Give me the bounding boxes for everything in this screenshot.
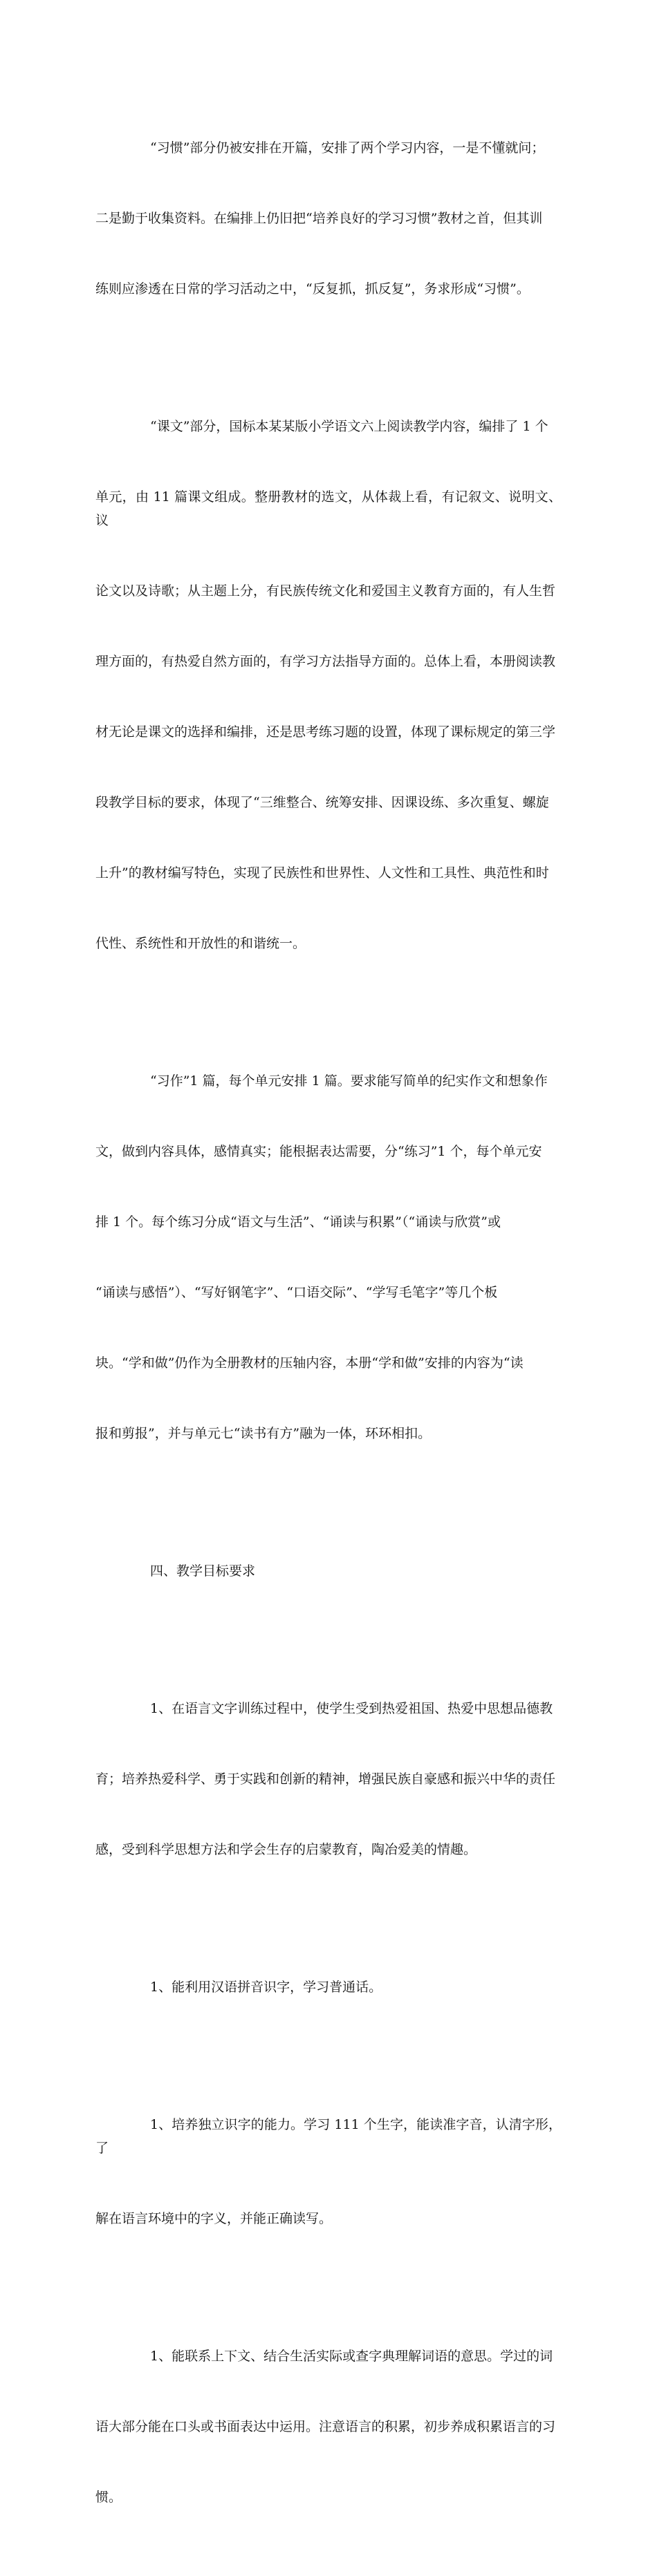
text-line: 1、在语言文字训练过程中，使学生受到热爱祖国、热爱中思想品德教 bbox=[150, 1701, 553, 1716]
text-line: “课文”部分，国标本某某版小学语文六上阅读教学内容，编排了 1 个 bbox=[150, 419, 548, 434]
text-line: 报和剪报”，并与单元七“读书有方”融为一体，环环相扣。 bbox=[95, 1426, 432, 1441]
text-line: 单元，由 11 篇课文组成。整册教材的选文，从体裁上看，有记叙文、说明文、议 bbox=[95, 489, 562, 528]
text-line: 论文以及诗歌；从主题上分，有民族传统文化和爱国主义教育方面的，有人生哲 bbox=[95, 583, 556, 599]
text-line: 排 1 个。每个练习分成“语文与生活”、“诵读与积累”（“诵读与欣赏”或 bbox=[95, 1214, 501, 1230]
text-line: 文，做到内容具体，感情真实；能根据表达需要，分“练习”1 个，每个单元安 bbox=[95, 1144, 542, 1159]
text-line: 解在语言环境中的字义，并能正确读写。 bbox=[95, 2211, 333, 2226]
paragraph-composition bbox=[95, 1022, 562, 1492]
text-line: 语大部分能在口头或书面表达中运用。注意语言的积累，初步养成积累语言的习 bbox=[95, 2419, 556, 2434]
text-line: “习作”1 篇，每个单元安排 1 篇。要求能写简单的纪实作文和想象作 bbox=[150, 1073, 548, 1089]
paragraph-goal-2 bbox=[95, 1928, 562, 2046]
text-line: 块。“学和做”仍作为全册教材的压轴内容，本册“学和做”安排的内容为“读 bbox=[95, 1355, 524, 1371]
text-line: 育；培养热爱科学、勇于实践和创新的精神，增强民族自豪感和振兴中华的责任 bbox=[95, 1771, 556, 1787]
text-line: 1、能利用汉语拼音识字，学习普通话。 bbox=[150, 1980, 382, 1995]
document-body bbox=[95, 89, 562, 2576]
text-line: 材无论是课文的选择和编排，还是思考练习题的设置，体现了课标规定的第三学 bbox=[95, 724, 556, 740]
text-line: 上升”的教材编写特色，实现了民族性和世界性、人文性和工具性、典范性和时 bbox=[95, 865, 549, 881]
paragraph-goal-4 bbox=[95, 2297, 562, 2556]
text-line: 感，受到科学思想方法和学会生存的启蒙教育，陶冶爱美的情趣。 bbox=[95, 1842, 477, 1857]
paragraph-goal-3 bbox=[95, 2066, 562, 2277]
text-line: “诵读与感悟”）、“写好钢笔字”、“口语交际”、“学写毛笔字”等几个板 bbox=[95, 1285, 498, 1300]
text-line: 1、能联系上下文、结合生活实际或查字典理解词语的意思。学过的词 bbox=[150, 2349, 553, 2364]
text-line: 理方面的，有热爱自然方面的，有学习方法指导方面的。总体上看，本册阅读教 bbox=[95, 654, 556, 669]
text-line: 惯。 bbox=[95, 2490, 122, 2505]
section-heading bbox=[95, 1512, 562, 1630]
text-line: 1、培养独立识字的能力。学习 111 个生字，能读准字音，认清字形，了 bbox=[95, 2117, 562, 2156]
text-line: “习惯”部分仍被安排在开篇，安排了两个学习内容，一是不懂就问； bbox=[150, 140, 545, 156]
paragraph-habit bbox=[95, 89, 562, 348]
text-line: 练则应渗透在日常的学习活动之中，“反复抓，抓反复”，务求形成“习惯”。 bbox=[95, 281, 530, 297]
text-line: 段教学目标的要求，体现了“三维整合、统筹安排、因课设练、多次重复、螺旋 bbox=[95, 795, 549, 810]
text-line: 代性、系统性和开放性的和谐统一。 bbox=[95, 936, 306, 951]
text-line: 二是勤于收集资料。在编排上仍旧把“培养良好的学习习惯”教材之首，但其训 bbox=[95, 211, 543, 226]
paragraph-texts bbox=[95, 368, 562, 1002]
heading-text: 四、教学目标要求 bbox=[150, 1563, 256, 1579]
paragraph-goal-1 bbox=[95, 1650, 562, 1908]
